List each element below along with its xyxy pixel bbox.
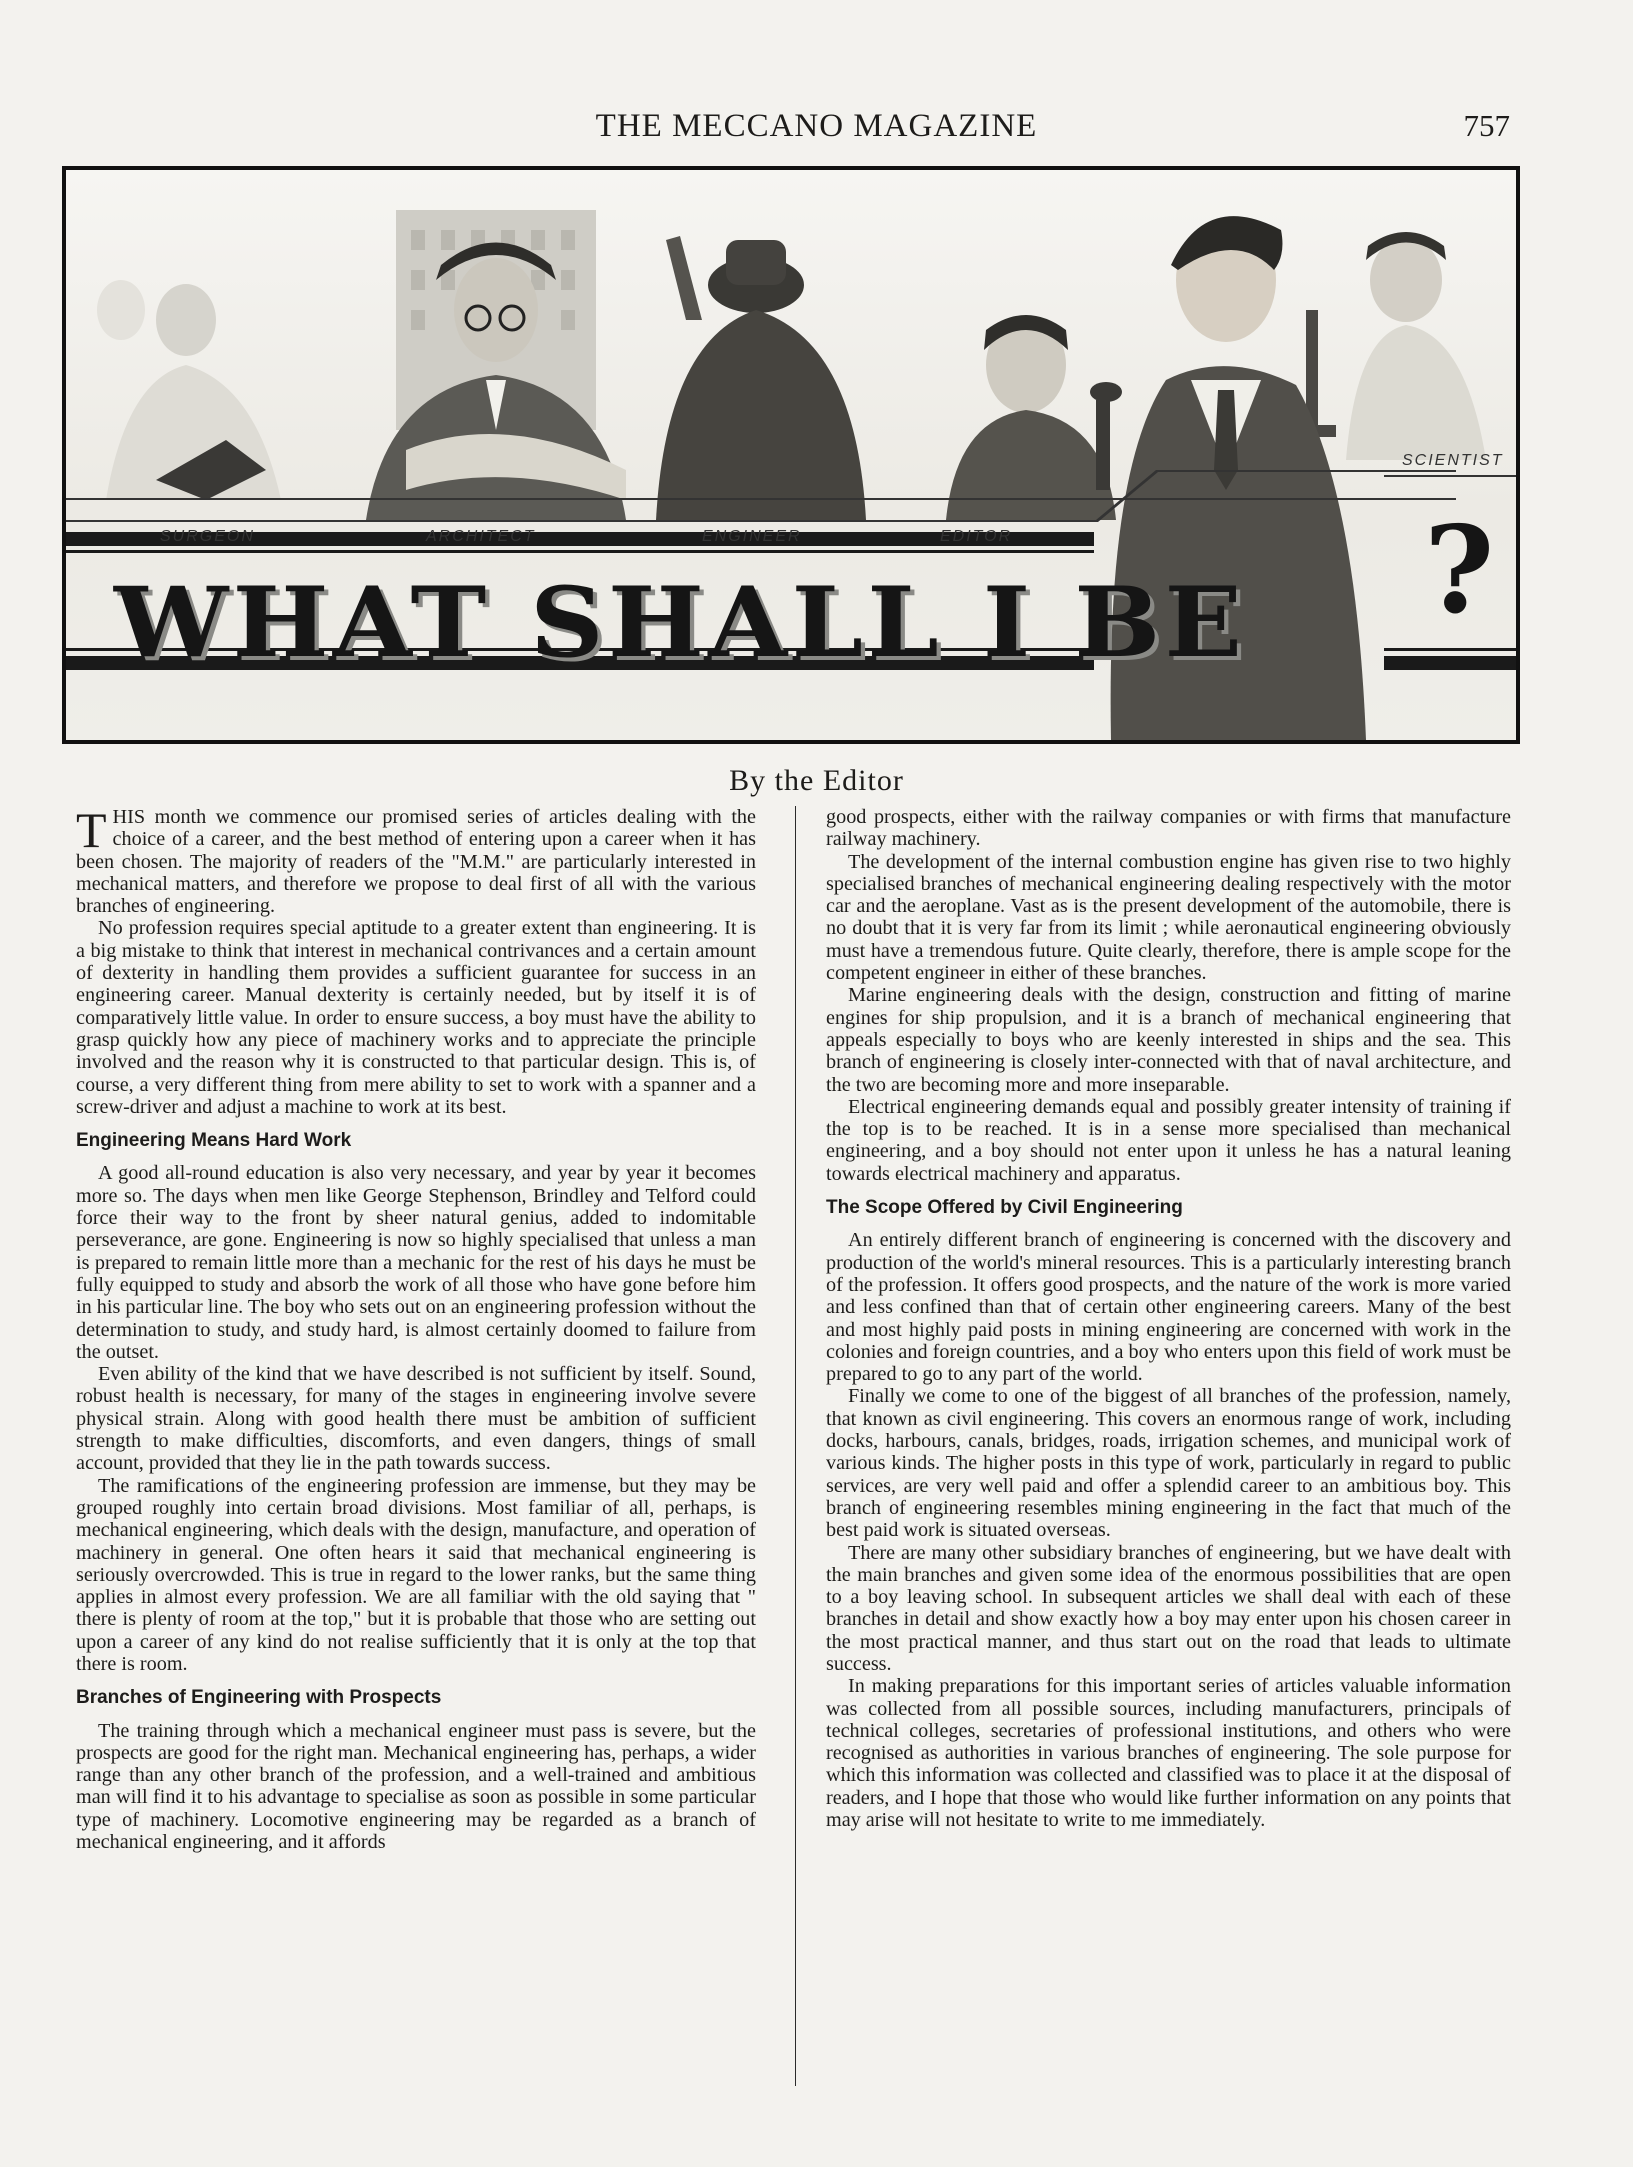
paragraph: In making preparations for this important series of articles valuable information was collected from all possible sources, including manufacturers, principals of technical colleges, secretaries of professional institutions, and others who were recognised as authorities in various branches of engineering. The sole purpose for which this information was collected and classified was to place it at the disposal of readers, and I hope that those who would like further information on any points that may arise will not hesitate to write to me immediately. xyxy=(826,1675,1511,1832)
paragraph: There are many other subsidiary branches of engineering, but we have dealt with the main branches and given some idea of the enormous possibilities that are open to a boy leaving school. In subsequent articles we shall deal with each of these branches in detail and show exactly how a boy may enter upon his chosen career in the most practical manner, and thus start out on the road that leads to ultimate success. xyxy=(826,1541,1511,1675)
section-heading: Engineering Means Hard Work xyxy=(76,1130,352,1152)
paragraph: good prospects, either with the railway companies or with firms that manufacture railway machinery. xyxy=(826,806,1511,851)
page-number: 757 xyxy=(1463,108,1510,143)
column-divider xyxy=(795,806,796,2086)
paragraph: Even ability of the kind that we have described is not sufficient by itself. Sound, robust health is necessary, for many of the stages in engineering involve severe physical strain. Along with good health there must be ambition of sufficient strength to make difficulties, discomforts, and even dangers, things of small account, provided that they lie in the path towards success. xyxy=(76,1363,756,1475)
paragraph: The ramifications of the engineering profession are immense, but they may be grouped roughly into certain broad divisions. Most familiar of all, perhaps, is mechanical engineering, which deals with the design, manufacture, and operation of machinery in general. One often hears it said that mechanical engineering is seriously overcrowded. This is true in regard to the lower ranks, but the same thing applies in almost every profession. We are all familiar with the old saying that " there is plenty of room at the top," but it is probable that those who are setting out upon a career of any kind do not realise sufficiently that it is only at the top that there is room. xyxy=(76,1474,756,1675)
drop-cap: T xyxy=(76,802,107,858)
surgeon-figure xyxy=(97,280,281,500)
caption-surgeon: SURGEON xyxy=(160,528,255,545)
caption-scientist: SCIENTIST xyxy=(1402,452,1504,469)
paragraph: The development of the internal combustion engine has given rise to two highly specialised branches of mechanical engineering dealing respectively with the motor car and the aeroplane. Vast as is the present development of the automobile, there is no doubt that it is very far from its limit ; while aeronautical engineering obviously must have a tremendous future. Quite clearly, therefore, there is ample scope for the competent engineer in either of these branches. xyxy=(826,850,1511,985)
caption-engineer: ENGINEER xyxy=(702,528,802,545)
caption-architect: ARCHITECT xyxy=(426,528,536,545)
paragraph: Marine engineering deals with the design, construction and fitting of marine engines for ship propulsion, and it is a branch of mechanical engineering that appeals especially to boys who are keenly interested in ships and the sea. This branch of engineering is closely inter-connected with that of naval architecture, and the two are becoming more and more inseparable. xyxy=(826,984,1511,1096)
question-mark: ? xyxy=(1424,500,1495,641)
editor-figure xyxy=(946,315,1122,520)
headline: WHAT SHALL I BE xyxy=(114,566,1247,679)
engineer-figure xyxy=(656,236,866,520)
paragraph: An entirely different branch of engineering is concerned with the discovery and production of the world's mineral resources. This is a particularly interesting branch of the profession. It offers good prospects, and the nature of the work is more varied and less confined than that of certain other engineering careers. Many of the best and most highly paid posts in mining engineering are concerned with work in the colonies and foreign countries, and a boy who enters upon this field of work must be prepared to go to any part of the world. xyxy=(826,1229,1511,1386)
paragraph: A good all-round education is also very necessary, and year by year it becomes more so. The days when men like George Stephenson, Brindley and Telford could force their way to the front by sheer natural genius, added to indomitable perseverance, are gone. Engineering is now so highly specialised that unless a man is prepared to remain little more than a mechanic for the rest of his days he must be fully equipped to study and absorb the work of all those who have gone before him in his particular line. The boy who sets out on an engineering profession without the determination to study, and study hard, is almost certainly doomed to failure from the outset. xyxy=(76,1162,756,1363)
article-column-left xyxy=(76,802,756,1854)
paragraph: Finally we come to one of the biggest of all branches of the profession, namely, that known as civil engineering. This covers an enormous range of work, including docks, harbours, canals, bridges, roads, irrigation schemes, and municipal work of various kinds. The higher posts in this type of work, particularly in regard to public services, are very well paid and offer a splendid career to an ambitious boy. This branch of engineering resembles mining engineering in the fact that much of the best paid work is situated overseas. xyxy=(826,1385,1511,1542)
article-column-right xyxy=(826,806,1511,1831)
paragraph: The training through which a mechanical engineer must pass is severe, but the prospects are good for the right man. Mechanical engineering has, perhaps, a wider range than any other branch of the profession, and a well-trained and ambitious man will find it to his advantage to specialise as soon as possible in some particular type of machinery. Locomotive engineering may be regarded as a branch of mechanical engineering, and it affords xyxy=(76,1719,756,1854)
paragraph-text: HIS month we commence our promised series of articles dealing with the choice of a career, and the best method of entering upon a career when it has been chosen. The majority of readers of the "M.M." are particularly interested in mechanical matters, and therefore we propose to deal first of all with the various branches of engineering. xyxy=(76,806,756,918)
section-heading: The Scope Offered by Civil Engineering xyxy=(826,1197,1183,1219)
byline: By the Editor xyxy=(729,764,904,797)
paragraph: No profession requires special aptitude to a greater extent than engineering. It is a big mistake to think that interest in mechanical contrivances and a certain amount of dexterity in handling them provides a sufficient guarantee for success in an engineering career. Manual dexterity is certainly needed, but by itself it is of comparatively little value. In order to ensure success, a boy must have the ability to grasp quickly how any piece of machinery works and to appreciate the principle involved and the reason why it is constructed to that particular design. This is, of course, a very different thing from mere ability to set to work with a spanner and a screw-driver and adjust a machine to work at its best. xyxy=(76,917,756,1118)
paragraph: Electrical engineering demands equal and possibly greater intensity of training if the top is to be reached. It is in a sense more specialised than mechanical engineering, and a boy should not enter upon it unless he has a natural leaning towards electrical machinery and apparatus. xyxy=(826,1095,1511,1185)
scientist-figure xyxy=(1291,232,1486,460)
paragraph xyxy=(76,802,756,918)
caption-editor: EDITOR xyxy=(940,528,1013,545)
title-banner-illustration xyxy=(62,166,1520,744)
section-heading: Branches of Engineering with Prospects xyxy=(76,1687,442,1709)
magazine-title: THE MECCANO MAGAZINE xyxy=(595,108,1038,144)
running-head xyxy=(0,108,1633,148)
